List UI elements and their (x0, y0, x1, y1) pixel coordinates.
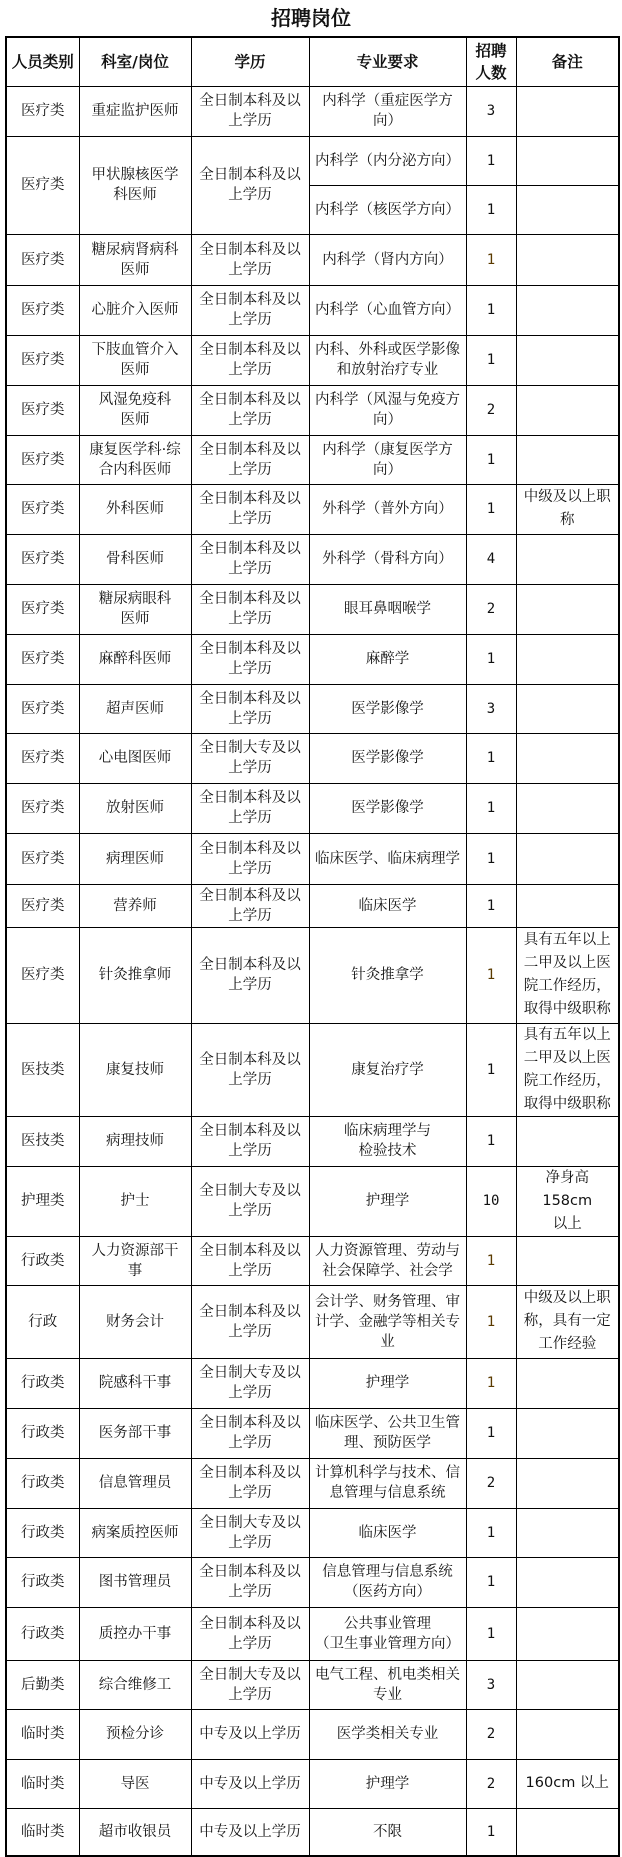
table-row (6, 927, 619, 1023)
education-cell: 全日制本科及以 上学历 (191, 86, 309, 136)
count-cell: 1 (466, 335, 516, 385)
count-cell: 3 (466, 684, 516, 733)
category-cell: 行政类 (6, 1607, 79, 1660)
table-row (6, 484, 619, 534)
table-row (6, 285, 619, 335)
major-cell: 内科学（重症医学方 向） (309, 86, 466, 136)
education-cell: 全日制本科及以 上学历 (191, 234, 309, 285)
education-cell: 全日制本科及以 上学历 (191, 833, 309, 884)
position-cell: 导医 (79, 1759, 191, 1808)
table-row (6, 1285, 619, 1358)
major-cell: 内科学（康复医学方 向） (309, 435, 466, 484)
note-cell (516, 1458, 619, 1508)
position-cell: 病理技师 (79, 1116, 191, 1166)
count-cell: 1 (466, 1236, 516, 1285)
table-row (6, 385, 619, 435)
education-cell: 全日制本科及以 上学历 (191, 136, 309, 234)
education-cell: 全日制本科及以 上学历 (191, 584, 309, 634)
count-cell: 1 (466, 1285, 516, 1358)
education-cell: 全日制本科及以 上学历 (191, 335, 309, 385)
major-cell: 临床医学 (309, 1508, 466, 1557)
major-cell: 临床病理学与 检验技术 (309, 1116, 466, 1166)
note-cell (516, 86, 619, 136)
count-cell: 1 (466, 285, 516, 335)
note-cell (516, 285, 619, 335)
category-cell: 医疗类 (6, 584, 79, 634)
count-cell: 10 (466, 1166, 516, 1236)
position-cell: 病理医师 (79, 833, 191, 884)
position-cell: 康复医学科·综 合内科医师 (79, 435, 191, 484)
category-cell: 行政类 (6, 1557, 79, 1607)
header-row (6, 37, 619, 86)
count-cell: 1 (466, 1508, 516, 1557)
count-cell: 3 (466, 86, 516, 136)
major-cell: 临床医学、公共卫生管 理、预防医学 (309, 1408, 466, 1458)
major-cell: 眼耳鼻咽喉学 (309, 584, 466, 634)
count-cell: 4 (466, 534, 516, 584)
table-row (6, 584, 619, 634)
position-cell: 护士 (79, 1166, 191, 1236)
category-cell: 医疗类 (6, 335, 79, 385)
count-cell: 1 (466, 136, 516, 185)
major-cell: 信息管理与信息系统 （医药方向） (309, 1557, 466, 1607)
count-cell: 2 (466, 1759, 516, 1808)
major-cell: 不限 (309, 1808, 466, 1856)
category-cell: 医疗类 (6, 385, 79, 435)
count-cell: 2 (466, 385, 516, 435)
count-cell: 1 (466, 634, 516, 684)
note-cell: 中级及以上职 称，具有一定 工作经验 (516, 1285, 619, 1358)
count-cell: 1 (466, 927, 516, 1023)
table-row (6, 1557, 619, 1607)
count-cell: 1 (466, 833, 516, 884)
education-cell: 全日制本科及以 上学历 (191, 684, 309, 733)
position-cell: 心脏介入医师 (79, 285, 191, 335)
note-cell (516, 1358, 619, 1408)
table-row (6, 1236, 619, 1285)
count-cell: 1 (466, 484, 516, 534)
major-cell: 内科学（核医学方向） (309, 185, 466, 234)
position-cell: 重症监护医师 (79, 86, 191, 136)
count-cell: 2 (466, 1709, 516, 1759)
note-cell: 具有五年以上 二甲及以上医 院工作经历， 取得中级职称 (516, 927, 619, 1023)
note-cell: 160cm 以上 (516, 1759, 619, 1808)
note-cell (516, 1116, 619, 1166)
count-cell: 1 (466, 884, 516, 927)
category-cell: 行政类 (6, 1458, 79, 1508)
position-cell: 下肢血管介入 医师 (79, 335, 191, 385)
table-row (6, 1660, 619, 1709)
note-cell (516, 435, 619, 484)
education-cell: 全日制本科及以 上学历 (191, 884, 309, 927)
education-cell: 全日制本科及以 上学历 (191, 783, 309, 833)
note-cell: 中级及以上职 称 (516, 484, 619, 534)
note-cell (516, 1557, 619, 1607)
category-cell: 医疗类 (6, 733, 79, 783)
category-cell: 临时类 (6, 1808, 79, 1856)
education-cell: 中专及以上学历 (191, 1808, 309, 1856)
table-row (6, 733, 619, 783)
position-cell: 营养师 (79, 884, 191, 927)
note-cell (516, 783, 619, 833)
education-cell: 全日制本科及以 上学历 (191, 285, 309, 335)
major-cell: 内科、外科或医学影像 和放射治疗专业 (309, 335, 466, 385)
position-cell: 心电图医师 (79, 733, 191, 783)
header-major: 专业要求 (309, 37, 466, 86)
position-cell: 信息管理员 (79, 1458, 191, 1508)
category-cell: 行政类 (6, 1408, 79, 1458)
education-cell: 中专及以上学历 (191, 1709, 309, 1759)
table-row (6, 1607, 619, 1660)
education-cell: 全日制本科及以 上学历 (191, 385, 309, 435)
position-cell: 麻醉科医师 (79, 634, 191, 684)
position-cell: 放射医师 (79, 783, 191, 833)
category-cell: 医疗类 (6, 927, 79, 1023)
position-cell: 糖尿病肾病科 医师 (79, 234, 191, 285)
position-cell: 超市收银员 (79, 1808, 191, 1856)
table-row (6, 783, 619, 833)
recruitment-table (5, 36, 620, 1857)
major-cell: 外科学（普外方向） (309, 484, 466, 534)
education-cell: 全日制本科及以 上学历 (191, 1458, 309, 1508)
major-cell: 公共事业管理 （卫生事业管理方向） (309, 1607, 466, 1660)
count-cell: 2 (466, 584, 516, 634)
education-cell: 全日制大专及以 上学历 (191, 1660, 309, 1709)
category-cell: 护理类 (6, 1166, 79, 1236)
category-cell: 行政类 (6, 1236, 79, 1285)
education-cell: 全日制本科及以 上学历 (191, 1023, 309, 1116)
education-cell: 全日制本科及以 上学历 (191, 1607, 309, 1660)
note-cell (516, 733, 619, 783)
table-row (6, 136, 619, 185)
category-cell: 医疗类 (6, 783, 79, 833)
table-row (6, 1358, 619, 1408)
table-row (6, 1808, 619, 1856)
education-cell: 中专及以上学历 (191, 1759, 309, 1808)
note-cell (516, 136, 619, 185)
note-cell (516, 1660, 619, 1709)
position-cell: 甲状腺核医学 科医师 (79, 136, 191, 234)
table-row (6, 884, 619, 927)
major-cell: 医学类相关专业 (309, 1709, 466, 1759)
category-cell: 行政类 (6, 1508, 79, 1557)
position-cell: 图书管理员 (79, 1557, 191, 1607)
major-cell: 人力资源管理、劳动与 社会保障学、社会学 (309, 1236, 466, 1285)
category-cell: 医疗类 (6, 833, 79, 884)
header-note: 备注 (516, 37, 619, 86)
category-cell: 医疗类 (6, 884, 79, 927)
count-cell: 1 (466, 1116, 516, 1166)
category-cell: 临时类 (6, 1759, 79, 1808)
category-cell: 医疗类 (6, 435, 79, 484)
count-cell: 1 (466, 185, 516, 234)
position-cell: 综合维修工 (79, 1660, 191, 1709)
major-cell: 内科学（内分泌方向） (309, 136, 466, 185)
count-cell: 2 (466, 1458, 516, 1508)
note-cell (516, 335, 619, 385)
table-row (6, 1116, 619, 1166)
note-cell (516, 1808, 619, 1856)
count-cell: 1 (466, 234, 516, 285)
position-cell: 医务部干事 (79, 1408, 191, 1458)
category-cell: 医疗类 (6, 136, 79, 234)
category-cell: 医疗类 (6, 86, 79, 136)
major-cell: 临床医学、临床病理学 (309, 833, 466, 884)
note-cell (516, 1709, 619, 1759)
education-cell: 全日制本科及以 上学历 (191, 484, 309, 534)
education-cell: 全日制本科及以 上学历 (191, 1116, 309, 1166)
page-title: 招聘岗位 (271, 6, 351, 30)
position-cell: 财务会计 (79, 1285, 191, 1358)
count-cell: 1 (466, 1607, 516, 1660)
category-cell: 行政类 (6, 1358, 79, 1408)
position-cell: 针灸推拿师 (79, 927, 191, 1023)
note-cell (516, 833, 619, 884)
major-cell: 护理学 (309, 1358, 466, 1408)
table-row (6, 634, 619, 684)
count-cell: 1 (466, 733, 516, 783)
table-row (6, 234, 619, 285)
table-row (6, 1709, 619, 1759)
major-cell: 计算机科学与技术、信 息管理与信息系统 (309, 1458, 466, 1508)
category-cell: 后勤类 (6, 1660, 79, 1709)
major-cell: 会计学、财务管理、审 计学、金融学等相关专 业 (309, 1285, 466, 1358)
major-cell: 内科学（风湿与免疫方 向） (309, 385, 466, 435)
table-body (6, 86, 619, 1856)
note-cell (516, 634, 619, 684)
major-cell: 医学影像学 (309, 684, 466, 733)
major-cell: 医学影像学 (309, 733, 466, 783)
header-education: 学历 (191, 37, 309, 86)
major-cell: 针灸推拿学 (309, 927, 466, 1023)
note-cell (516, 1236, 619, 1285)
position-cell: 院感科干事 (79, 1358, 191, 1408)
education-cell: 全日制本科及以 上学历 (191, 634, 309, 684)
category-cell: 医技类 (6, 1116, 79, 1166)
category-cell: 医疗类 (6, 634, 79, 684)
category-cell: 医疗类 (6, 684, 79, 733)
table-row (6, 1759, 619, 1808)
category-cell: 行政 (6, 1285, 79, 1358)
count-cell: 3 (466, 1660, 516, 1709)
table-row (6, 435, 619, 484)
note-cell: 具有五年以上 二甲及以上医 院工作经历， 取得中级职称 (516, 1023, 619, 1116)
note-cell (516, 1408, 619, 1458)
category-cell: 临时类 (6, 1709, 79, 1759)
major-cell: 麻醉学 (309, 634, 466, 684)
major-cell: 康复治疗学 (309, 1023, 466, 1116)
position-cell: 康复技师 (79, 1023, 191, 1116)
education-cell: 全日制大专及以 上学历 (191, 1358, 309, 1408)
note-cell: 净身高 158cm 以上 (516, 1166, 619, 1236)
education-cell: 全日制本科及以 上学历 (191, 1285, 309, 1358)
major-cell: 临床医学 (309, 884, 466, 927)
count-cell: 1 (466, 435, 516, 484)
count-cell: 1 (466, 1023, 516, 1116)
table-row (6, 1023, 619, 1116)
education-cell: 全日制大专及以 上学历 (191, 1166, 309, 1236)
education-cell: 全日制本科及以 上学历 (191, 927, 309, 1023)
position-cell: 预检分诊 (79, 1709, 191, 1759)
note-cell (516, 1508, 619, 1557)
table-row (6, 1408, 619, 1458)
note-cell (516, 684, 619, 733)
major-cell: 内科学（心血管方向） (309, 285, 466, 335)
major-cell: 电气工程、机电类相关 专业 (309, 1660, 466, 1709)
count-cell: 1 (466, 1408, 516, 1458)
category-cell: 医疗类 (6, 285, 79, 335)
major-cell: 内科学（肾内方向） (309, 234, 466, 285)
education-cell: 全日制大专及以 上学历 (191, 733, 309, 783)
header-count: 招聘 人数 (466, 37, 516, 86)
position-cell: 超声医师 (79, 684, 191, 733)
position-cell: 骨科医师 (79, 534, 191, 584)
note-cell (516, 1607, 619, 1660)
table-row (6, 1166, 619, 1236)
position-cell: 病案质控医师 (79, 1508, 191, 1557)
education-cell: 全日制本科及以 上学历 (191, 1557, 309, 1607)
note-cell (516, 234, 619, 285)
note-cell (516, 584, 619, 634)
header-category: 人员类别 (6, 37, 79, 86)
table-row (6, 833, 619, 884)
education-cell: 全日制本科及以 上学历 (191, 1236, 309, 1285)
note-cell (516, 884, 619, 927)
note-cell (516, 185, 619, 234)
count-cell: 1 (466, 1808, 516, 1856)
header-position: 科室/岗位 (79, 37, 191, 86)
education-cell: 全日制本科及以 上学历 (191, 1408, 309, 1458)
table-row (6, 1458, 619, 1508)
table-row (6, 86, 619, 136)
table-row (6, 335, 619, 385)
note-cell (516, 534, 619, 584)
table-row (6, 684, 619, 733)
major-cell: 护理学 (309, 1759, 466, 1808)
major-cell: 外科学（骨科方向） (309, 534, 466, 584)
position-cell: 糖尿病眼科 医师 (79, 584, 191, 634)
category-cell: 医疗类 (6, 484, 79, 534)
position-cell: 外科医师 (79, 484, 191, 534)
major-cell: 护理学 (309, 1166, 466, 1236)
note-cell (516, 385, 619, 435)
education-cell: 全日制大专及以 上学历 (191, 1508, 309, 1557)
count-cell: 1 (466, 783, 516, 833)
position-cell: 人力资源部干 事 (79, 1236, 191, 1285)
education-cell: 全日制本科及以 上学历 (191, 435, 309, 484)
count-cell: 1 (466, 1557, 516, 1607)
education-cell: 全日制本科及以 上学历 (191, 534, 309, 584)
category-cell: 医疗类 (6, 534, 79, 584)
category-cell: 医技类 (6, 1023, 79, 1116)
position-cell: 质控办干事 (79, 1607, 191, 1660)
major-cell: 医学影像学 (309, 783, 466, 833)
count-cell: 1 (466, 1358, 516, 1408)
position-cell: 风湿免疫科 医师 (79, 385, 191, 435)
category-cell: 医疗类 (6, 234, 79, 285)
table-row (6, 1508, 619, 1557)
table-row (6, 534, 619, 584)
